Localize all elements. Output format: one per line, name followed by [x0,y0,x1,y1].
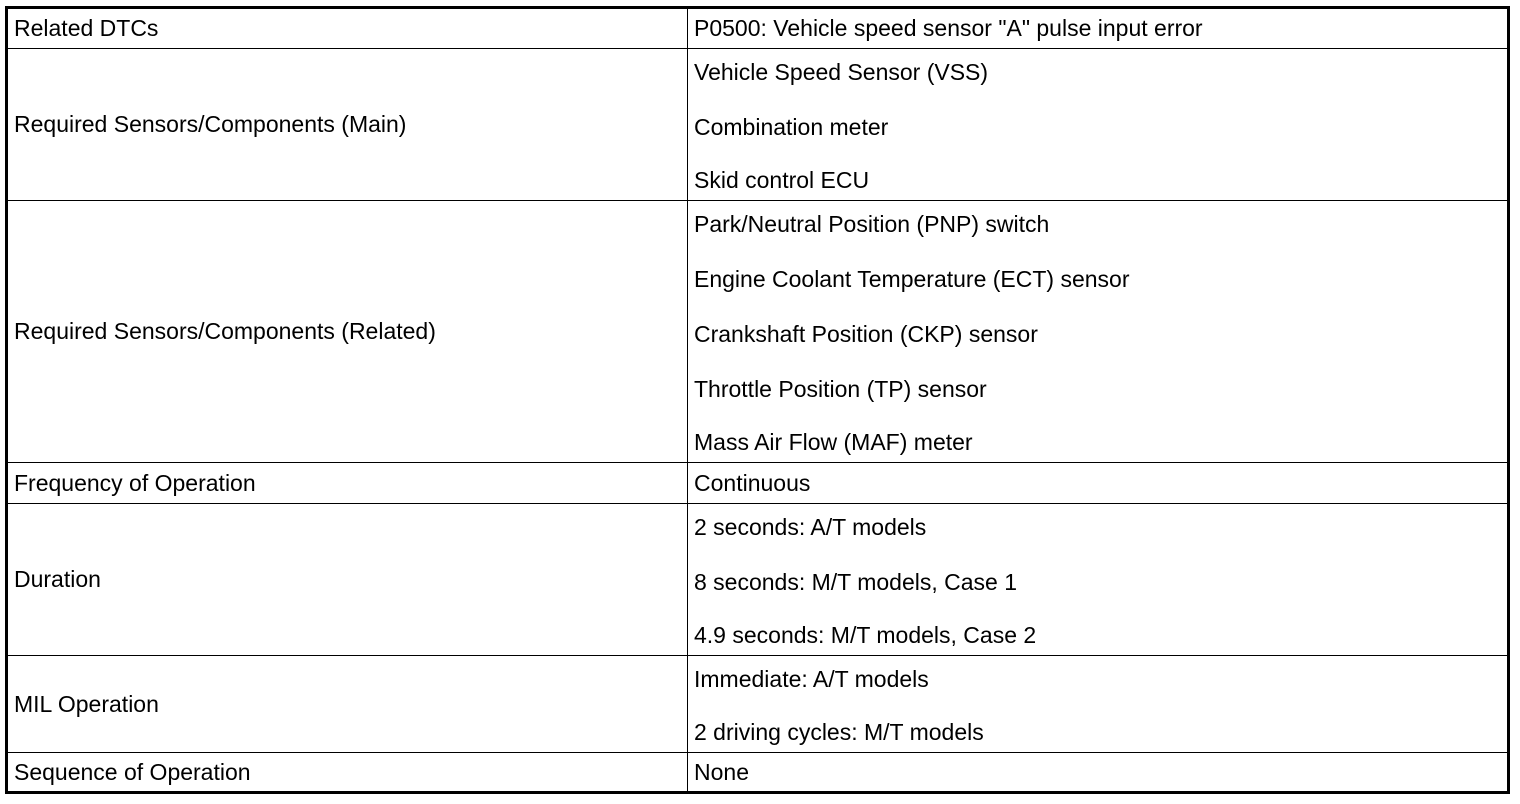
table-row [7,463,1509,504]
row-values-mil-operation [688,656,1509,753]
table-row [7,504,1509,656]
row-value-frequency: Continuous [688,463,1509,504]
row-label-sequence: Sequence of Operation [7,753,688,793]
row-label-frequency: Frequency of Operation [7,463,688,504]
row-label-mil-operation: MIL Operation [7,656,688,753]
value-line: Crankshaft Position (CKP) sensor [694,320,1038,347]
value-line: 4.9 seconds: M/T models, Case 2 [694,621,1037,648]
row-values-duration [688,504,1509,656]
table-row [7,8,1509,49]
row-label-components-related: Required Sensors/Components (Related) [7,201,688,463]
table-row [7,201,1509,463]
row-value-sequence: None [688,753,1509,793]
row-values-components-main [688,49,1509,201]
value-line: Vehicle Speed Sensor (VSS) [694,58,989,85]
table-row [7,753,1509,793]
value-line: Mass Air Flow (MAF) meter [694,428,973,455]
value-line: Engine Coolant Temperature (ECT) sensor [694,265,1130,292]
spec-table [5,6,1510,794]
row-value-related-dtcs: P0500: Vehicle speed sensor "A" pulse input error [688,8,1509,49]
value-line: Skid control ECU [694,166,870,193]
value-line: 2 seconds: A/T models [694,513,927,540]
value-line: Combination meter [694,113,889,140]
row-label-related-dtcs: Related DTCs [7,8,688,49]
value-line: 2 driving cycles: M/T models [694,718,984,745]
row-label-duration: Duration [7,504,688,656]
row-values-components-related [688,201,1509,463]
value-line: Throttle Position (TP) sensor [694,375,987,402]
row-label-components-main: Required Sensors/Components (Main) [7,49,688,201]
value-line: Immediate: A/T models [694,665,929,692]
table-row [7,49,1509,201]
value-line: Park/Neutral Position (PNP) switch [694,210,1050,237]
value-line: 8 seconds: M/T models, Case 1 [694,568,1017,595]
table-row [7,656,1509,753]
